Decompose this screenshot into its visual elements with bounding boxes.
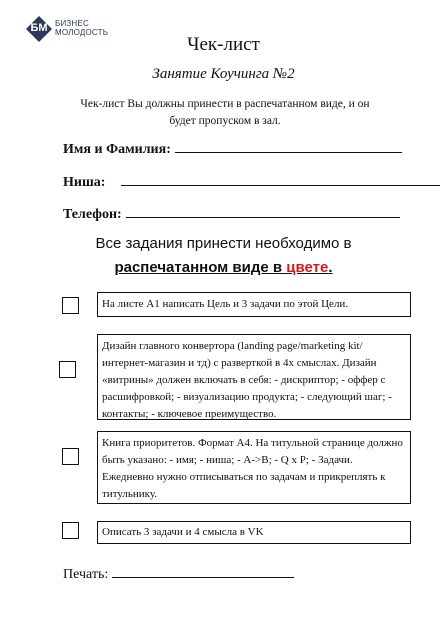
task-box-3 [97, 431, 411, 504]
task-text-1: На листе А1 написать Цель и 3 задачи по этой Цели. [102, 298, 349, 310]
phone-label: Телефон: [63, 207, 122, 222]
task-box-2 [97, 334, 411, 420]
notice-red-word: цвете [286, 259, 329, 276]
print-field[interactable] [63, 566, 294, 583]
name-label: Имя и Фамилия: [63, 142, 171, 157]
task-text-2: Дизайн главного конвертора (landing page/marketing kit/интернет-магазин и тд) с разверткой в 4х смыслах. Дизайн «витрины» должен включать в себя: - дискриптор; - оффер с расшифровкой; - визуализацию продукта; - следующий шаг; - контакты; - ключевое преимущество. [102, 340, 392, 420]
niche-field[interactable] [63, 174, 440, 191]
logo-monogram: БМ [30, 22, 48, 34]
notice-line2 [0, 259, 447, 276]
logo-line2: МОЛОДОСТЬ [55, 28, 109, 37]
phone-field[interactable] [63, 206, 400, 223]
niche-input-line[interactable] [121, 174, 440, 186]
print-label: Печать: [63, 567, 109, 582]
task-text-3: Книга приоритетов. Формат А4. На титульной странице должно быть указано: - имя; - ниша; - А->В; - Q x P; - Задачи. Ежедневно нужно отписываться по задачам и прикреплять к титульнику. [102, 437, 403, 500]
task-box-1 [97, 292, 411, 317]
notice-line2-end: . [328, 259, 333, 276]
name-field[interactable] [63, 141, 402, 158]
notice-line1: Все задания принести необходимо в [95, 235, 352, 252]
print-input-line[interactable] [112, 566, 294, 578]
task-checkbox-3[interactable] [62, 448, 79, 465]
notice-line2-main: распечатанном виде в [114, 259, 287, 276]
task-text-4: Описать 3 задачи и 4 смысла в VK [102, 526, 264, 538]
phone-input-line[interactable] [126, 206, 400, 218]
task-box-4 [97, 521, 411, 544]
task-checkbox-2[interactable] [59, 361, 76, 378]
page-subtitle [0, 66, 447, 83]
name-input-line[interactable] [175, 141, 402, 153]
intro-text: Чек-лист Вы должны принести в распечатанном виде, и он будет пропуском в зал. [80, 98, 370, 127]
subtitle-text: Занятие Коучинга №2 [152, 66, 295, 82]
task-checkbox-4[interactable] [62, 522, 79, 539]
niche-label: Ниша: [63, 175, 106, 190]
page-title: Чек-лист [187, 34, 260, 55]
logo-line1: БИЗНЕС [55, 19, 89, 28]
task-checkbox-1[interactable] [62, 297, 79, 314]
